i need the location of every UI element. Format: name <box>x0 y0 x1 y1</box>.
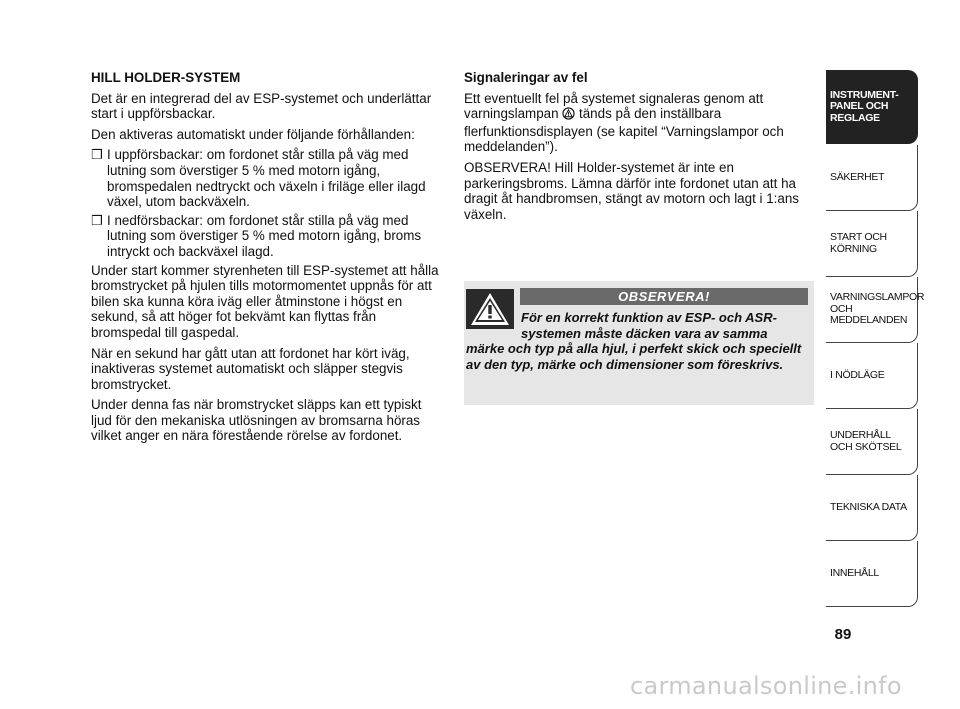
list-item-text: I nedförsbackar: om fordonet står stilla på väg med lutning som överstiger 5 % med motorn igång, broms intryckt och backväxel ilagd. <box>107 212 422 259</box>
checkbox-bullet-icon: ❒ <box>91 147 103 163</box>
list-item <box>91 147 443 209</box>
warning-text-rest: märke och typ på alla hjul, i perfekt skick och speciellt av den typ, märke och dimensioner som föreskrivs. <box>466 341 802 372</box>
section-heading-hill-holder: HILL HOLDER-SYSTEM <box>91 70 241 85</box>
paragraph <box>464 91 816 155</box>
paragraph: Under start kommer styrenheten till ESP-systemet att hålla bromstrycket på hjulen tills motormomentet uppnås för att bilen ska kunna köra iväg eller åtminstone i högst en sekund, så att höger fot bekvämt kan flyttas från bromspedal till gaspedal. <box>91 262 439 340</box>
warning-box <box>464 281 814 405</box>
tab-contents[interactable]: INNEHÅLL <box>826 541 918 607</box>
list-item <box>91 213 443 260</box>
tab-safety[interactable]: SÄKERHET <box>826 145 918 211</box>
list-item-text: I uppförsbackar: om fordonet står stilla på väg med lutning som överstiger 5 % med motorn igång, bromspedalen nedtryckt och växeln i friläge eller ilagd växel, utom backväxeln. <box>107 147 426 210</box>
paragraph-text-start: Ett eventuellt fel på systemet signaleras genom att varningslampan <box>464 90 764 122</box>
warning-text-indented: För en korrekt funktion av ESP- och ASR-systemen måste däcken vara av samma <box>521 310 777 341</box>
checkbox-bullet-icon: ❒ <box>91 212 103 228</box>
section-heading-fault-signals: Signaleringar av fel <box>464 70 588 85</box>
left-column <box>91 70 443 449</box>
esp-warning-lamp-icon <box>562 107 575 124</box>
tab-maintenance[interactable]: UNDERHÅLL OCH SKÖTSEL <box>826 409 918 475</box>
paragraph: Den aktiveras automatiskt under följande förhållanden: <box>91 126 415 142</box>
page-number: 89 <box>834 626 852 643</box>
paragraph: Under denna fas när bromstrycket släpps kan ett typiskt ljud för den mekaniska utlösningen av bromsarna höras vilket anger en nära förestående rörelse av fordonet. <box>91 397 422 444</box>
tab-warning-lamps[interactable]: VARNINGSLAMPOR OCH MEDDELANDEN <box>826 277 918 343</box>
right-column <box>464 70 816 227</box>
warning-banner: OBSERVERA! <box>520 288 808 305</box>
paragraph: När en sekund har gått utan att fordonet har kört iväg, inaktiveras systemet automatiskt och släpper stegvis bromstrycket. <box>91 345 410 392</box>
paragraph: OBSERVERA! Hill Holder-systemet är inte en parkeringsbroms. Lämna därför inte fordonet utan att ha dragit åt handbromsen, stängt av motorn och lagt i 1:ans växeln. <box>464 159 799 222</box>
paragraph: Det är en integrerad del av ESP-systemet och underlättar start i uppförsbackar. <box>91 90 432 122</box>
tab-emergency[interactable]: I NÖDLÄGE <box>826 343 918 409</box>
chapter-tabs <box>826 65 925 620</box>
tab-instrument-panel[interactable]: INSTRUMENT- PANEL OCH REGLAGE <box>826 70 918 144</box>
tab-technical-data[interactable]: TEKNISKA DATA <box>826 475 918 541</box>
warning-text <box>466 310 808 372</box>
tab-start-driving[interactable]: START OCH KÖRNING <box>826 211 918 277</box>
watermark: carmanualsonline.info <box>630 672 902 700</box>
paragraph-text-end: tänds på den inställbara flerfunktionsdisplayen (se kapitel “Varningslampor och meddelanden”). <box>464 106 784 155</box>
